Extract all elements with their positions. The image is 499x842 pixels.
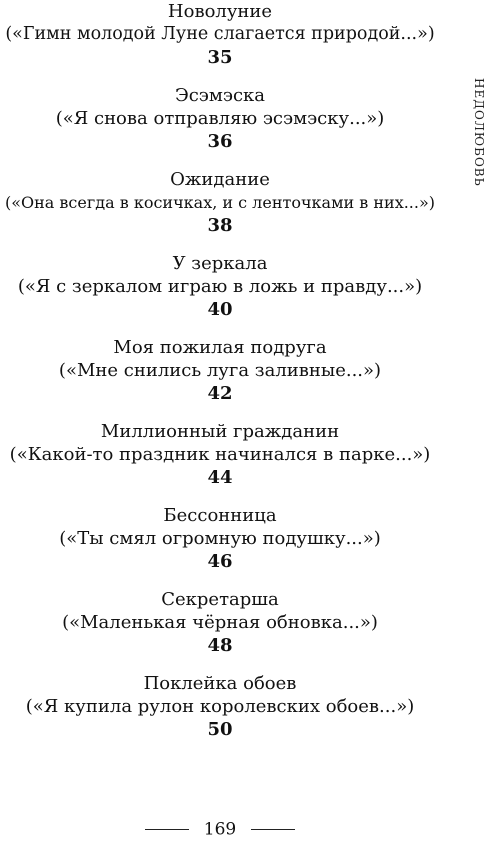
entry-page-number: 44 bbox=[207, 467, 233, 488]
toc-entry bbox=[0, 0, 440, 69]
entry-page-number: 42 bbox=[207, 383, 233, 404]
entry-first-line: («Какой-то праздник начинался в парке...») bbox=[9, 444, 431, 465]
entry-page-number: 48 bbox=[207, 635, 233, 656]
entry-title: Поклейка обоев bbox=[143, 673, 297, 694]
toc-entry bbox=[0, 588, 440, 657]
entry-first-line: («Она всегда в косичках, и с ленточками в них...») bbox=[4, 193, 436, 212]
toc-entry bbox=[0, 336, 440, 405]
toc-entry bbox=[0, 672, 440, 741]
toc-entry bbox=[0, 168, 440, 237]
entry-title: Моя пожилая подруга bbox=[113, 337, 327, 358]
entry-first-line: («Ты смял огромную подушку...») bbox=[59, 528, 381, 549]
entry-first-line: («Маленькая чёрная обновка...») bbox=[62, 612, 378, 633]
entry-first-line: («Я с зеркалом играю в ложь и правду...») bbox=[17, 276, 423, 297]
entry-title: Эсэмэска bbox=[174, 85, 266, 106]
footer-rule-right bbox=[251, 829, 295, 830]
footer-rule-left bbox=[145, 829, 189, 830]
toc-entry bbox=[0, 420, 440, 489]
entry-first-line: («Я купила рулон королевских обоев...») bbox=[25, 696, 415, 717]
entry-title: Ожидание bbox=[170, 169, 270, 190]
entry-page-number: 46 bbox=[207, 551, 233, 572]
entry-title: Секретарша bbox=[161, 589, 279, 610]
page-number: 169 bbox=[203, 819, 237, 840]
entry-page-number: 35 bbox=[207, 47, 233, 68]
entry-page-number: 36 bbox=[207, 131, 233, 152]
entry-title: Миллионный гражданин bbox=[100, 421, 340, 442]
entry-first-line: («Мне снились луга заливные...») bbox=[58, 360, 382, 381]
page-footer bbox=[0, 819, 440, 840]
entry-first-line: («Я снова отправляю эсэмэску...») bbox=[55, 108, 385, 129]
toc-entry bbox=[0, 84, 440, 153]
entry-title: Новолуние bbox=[167, 1, 273, 22]
toc-entry bbox=[0, 252, 440, 321]
entry-first-line: («Гимн молодой Луне слагается природой...») bbox=[5, 24, 435, 44]
running-head: НЕДОЛЮБОВЬ bbox=[472, 78, 486, 187]
entry-page-number: 40 bbox=[207, 299, 233, 320]
entry-page-number: 50 bbox=[207, 719, 233, 740]
toc-entry bbox=[0, 504, 440, 573]
entry-title: У зеркала bbox=[172, 253, 268, 274]
entry-page-number: 38 bbox=[207, 215, 233, 236]
entry-title: Бессонница bbox=[163, 505, 277, 526]
